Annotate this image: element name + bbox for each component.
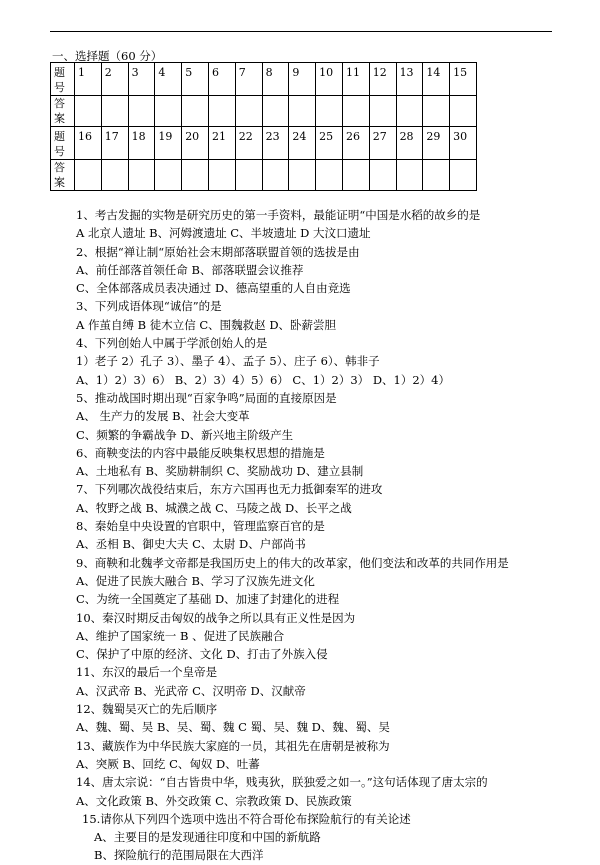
question-stem: 12、魏蜀吴灭亡的先后顺序 — [76, 702, 218, 717]
answer-cell[interactable] — [289, 160, 316, 191]
question-stem: 11、东汉的最后一个皇帝是 — [76, 665, 218, 680]
question-number-row-1 — [51, 63, 477, 96]
answer-options: C、全体部落成员表决通过 D、德高望重的人自由竞选 — [76, 281, 351, 296]
question-sub-list: 1）老子 2）孔子 3）、墨子 4）、孟子 5）、庄子 6）、韩非子 — [76, 354, 380, 369]
question-number-cell: 12 — [369, 63, 396, 96]
answer-cell[interactable] — [182, 96, 209, 127]
answer-options: C、保护了中原的经济、文化 D、打击了外族入侵 — [76, 647, 328, 662]
answer-cell[interactable] — [289, 96, 316, 127]
answer-cell[interactable] — [262, 96, 289, 127]
answer-cell[interactable] — [423, 96, 450, 127]
answer-cell[interactable] — [316, 96, 343, 127]
answer-options: A、文化政策 B、外交政策 C、宗教政策 D、民族政策 — [76, 793, 352, 808]
answer-options: C、为统一全国奠定了基础 D、加速了封建化的进程 — [76, 592, 340, 607]
question-number-cell: 3 — [128, 63, 155, 96]
question-number-cell: 11 — [342, 63, 369, 96]
answer-options: C、频繁的争霸战争 D、新兴地主阶级产生 — [76, 427, 294, 442]
question-number-cell: 21 — [208, 127, 235, 160]
answer-row-1 — [51, 96, 477, 127]
answer-cell[interactable] — [396, 160, 423, 191]
answer-options: A、突厥 B、回纥 C、匈奴 D、吐蕃 — [76, 756, 260, 771]
question-stem: 4、下列创始人中属于学派创始人的是 — [76, 336, 268, 351]
question-number-cell: 7 — [235, 63, 262, 96]
question-number-cell: 8 — [262, 63, 289, 96]
answer-options: A、丞相 B、御史大夫 C、太尉 D、户部尚书 — [76, 537, 306, 552]
question-number-cell: 2 — [101, 63, 128, 96]
row-label-answer: 答 案 — [51, 96, 75, 127]
question-number-cell: 9 — [289, 63, 316, 96]
question-number-cell: 29 — [423, 127, 450, 160]
answer-cell[interactable] — [155, 160, 182, 191]
answer-cell[interactable] — [316, 160, 343, 191]
question-number-cell: 20 — [182, 127, 209, 160]
question-stem: 2、根据“禅让制“原始社会末期部落联盟首领的选拔是由 — [76, 244, 360, 259]
question-number-cell: 5 — [182, 63, 209, 96]
answer-options: A、汉武帝 B、光武帝 C、汉明帝 D、汉献帝 — [76, 683, 306, 698]
answer-options: A 作茧自缚 B 徒木立信 C、围魏救赵 D、卧薪尝胆 — [76, 317, 337, 332]
answer-options: A、维护了国家统一 B 、促进了民族融合 — [76, 628, 285, 643]
question-number-cell: 24 — [289, 127, 316, 160]
question-stem: 14、唐太宗说：“自古皆贵中华，贱夷狄，朕独爱之如一。”这句话体现了唐太宗的 — [76, 775, 488, 790]
answer-cell[interactable] — [342, 160, 369, 191]
question-stem: 9、商鞅和北魏孝文帝都是我国历史上的伟大的改革家，他们变法和改革的共同作用是 — [76, 555, 509, 570]
answer-cell[interactable] — [262, 160, 289, 191]
row-label-answer: 答 案 — [51, 160, 75, 191]
answer-cell[interactable] — [208, 96, 235, 127]
question-stem: 7、下列哪次战役结束后，东方六国再也无力抵御秦军的进攻 — [76, 482, 383, 497]
question-number-cell: 18 — [128, 127, 155, 160]
question-number-cell: 1 — [75, 63, 102, 96]
question-number-cell: 30 — [450, 127, 477, 160]
question-number-cell: 28 — [396, 127, 423, 160]
question-number-cell: 16 — [75, 127, 102, 160]
answer-options: A、1）2）3）6） B、2）3）4）5）6） C、1）2）3） D、1）2）4） — [76, 372, 450, 387]
answer-option: A、主要目的是发现通往印度和中国的新航路 — [94, 830, 321, 845]
question-number-cell: 26 — [342, 127, 369, 160]
answer-cell[interactable] — [396, 96, 423, 127]
question-number-cell: 27 — [369, 127, 396, 160]
answer-options: A、牧野之战 B、城濮之战 C、马陵之战 D、长平之战 — [76, 500, 352, 515]
answer-cell[interactable] — [342, 96, 369, 127]
question-stem: 5、推动战国时期出现“百家争鸣”局面的直接原因是 — [76, 390, 337, 405]
answer-cell[interactable] — [208, 160, 235, 191]
question-stem: 6、商鞅变法的内容中最能反映集权思想的措施是 — [76, 445, 325, 460]
answer-cell[interactable] — [182, 160, 209, 191]
answer-cell[interactable] — [235, 96, 262, 127]
question-stem: 3、下列成语体现“诚信”的是 — [76, 299, 222, 314]
answer-row-2 — [51, 160, 477, 191]
answer-option: B、探险航行的范围局限在大西洋 — [94, 848, 264, 863]
answer-cell[interactable] — [423, 160, 450, 191]
question-stem: 13、藏族作为中华民族大家庭的一员，其祖先在唐朝是被称为 — [76, 738, 390, 753]
answer-options: A、促进了民族大融合 B、学习了汉族先进文化 — [76, 573, 315, 588]
question-stem: 10、秦汉时期反击匈奴的战争之所以具有正义性是因为 — [76, 610, 356, 625]
answer-cell[interactable] — [75, 96, 102, 127]
question-stem: 15.请你从下列四个选项中选出不符合哥伦布探险航行的有关论述 — [82, 811, 411, 826]
question-number-cell: 15 — [450, 63, 477, 96]
question-number-cell: 22 — [235, 127, 262, 160]
question-list — [76, 206, 556, 865]
question-stem: 8、秦始皇中央设置的官职中，管理监察百官的是 — [76, 519, 325, 534]
row-label-number: 题 号 — [51, 63, 75, 96]
answer-options: A 北京人遗址 B、河姆渡遗址 C、半坡遗址 D 大汶口遗址 — [76, 226, 371, 241]
answer-cell[interactable] — [450, 160, 477, 191]
answer-cell[interactable] — [450, 96, 477, 127]
answer-cell[interactable] — [101, 160, 128, 191]
question-number-cell: 14 — [423, 63, 450, 96]
question-number-cell: 17 — [101, 127, 128, 160]
answer-cell[interactable] — [101, 96, 128, 127]
answer-cell[interactable] — [369, 160, 396, 191]
answer-options: A、前任部落首领任命 B、部落联盟会议推荐 — [76, 262, 304, 277]
question-number-cell: 25 — [316, 127, 343, 160]
question-number-cell: 10 — [316, 63, 343, 96]
answer-cell[interactable] — [369, 96, 396, 127]
question-number-cell: 19 — [155, 127, 182, 160]
question-stem: 1、考古发掘的实物是研究历史的第一手资料，最能证明“中国是水稻的故乡的是 — [76, 208, 481, 222]
answer-cell[interactable] — [155, 96, 182, 127]
question-number-cell: 23 — [262, 127, 289, 160]
question-number-cell: 13 — [396, 63, 423, 96]
question-number-row-2 — [51, 127, 477, 160]
answer-options: A、魏、蜀、吴 B、吴、蜀、魏 C 蜀、吴、魏 D、魏、蜀、吴 — [76, 720, 390, 735]
row-label-number: 题 号 — [51, 127, 75, 160]
question-number-cell: 6 — [208, 63, 235, 96]
question-number-cell: 4 — [155, 63, 182, 96]
answer-cell[interactable] — [75, 160, 102, 191]
answer-options: A、土地私有 B、奖励耕制织 C、奖励战功 D、建立县制 — [76, 464, 364, 479]
answer-grid — [50, 62, 477, 191]
section-title: 一、选择题（60 分） — [52, 49, 163, 63]
top-rule — [50, 31, 552, 32]
answer-cell[interactable] — [128, 96, 155, 127]
answer-cell[interactable] — [235, 160, 262, 191]
answer-options: A、 生产力的发展 B、社会大变革 — [76, 409, 250, 424]
answer-cell[interactable] — [128, 160, 155, 191]
